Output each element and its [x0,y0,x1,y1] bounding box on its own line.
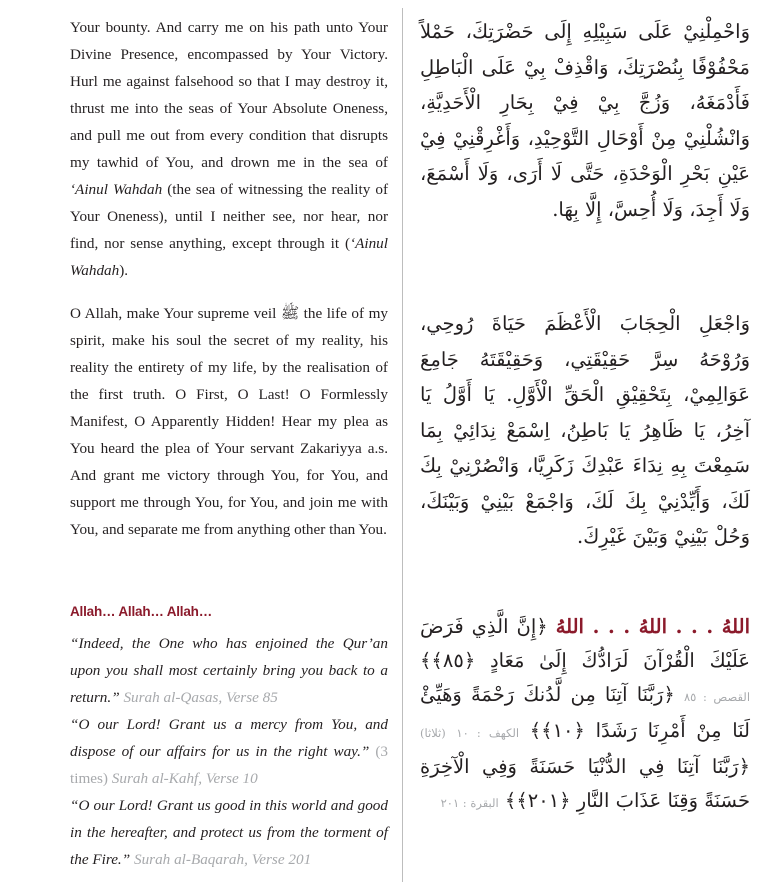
arabic-text: وَاحْمِلْنِيْ عَلَى سَبِيْلِهِ إِلَى حَضْرَتِكَ، حَمْلاً مَحْفُوْفًا بِنُصْرَتِكَ، وَاقْذِفْ بِيْ عَلَى الْبَاطِلِ فَأَدْمَغَهُ، وَزُجَّ بِيْ فِيْ بِحَارِ الْأَحَدِيَّةِ، وَانْشُلْنِيْ مِنْ أَوْحَالِ التَّوْحِيْدِ، وَأَغْرِقْنِيْ فِيْ عَيْنِ بَحْرِ الْوَحْدَةِ، حَتَّى لَا أَرَى، وَلَا أَسْمَعَ، وَلَا أَجِدَ، وَلَا أُحِسَّ، إِلَّا بِهَا. [420,20,750,221]
arabic-paragraph-2 [420,306,750,555]
arabic-paragraph-1 [420,14,750,227]
verse-text: “O our Lord! Grant us good in this world and good in the hereafter, and protect us from the torment of the Fire.” [70,797,388,868]
arabic-invocation: اللهُ . . . اللهُ . . . اللهُ [555,615,750,638]
verse-text: “O our Lord! Grant us a mercy from You, and dispose of our affairs for us in the right way.” [70,716,388,760]
invocation-heading: Allah… Allah… Allah… [70,604,213,619]
honorific-symbol: ﷺ [280,305,300,322]
english-paragraph-1 [70,14,388,284]
paragraph-text: (the sea of witnessing the reality of Your Oneness), until I neither see, nor hear, nor find, nor sense anything, except through it ( [70,181,389,252]
arabic-quran-verses [420,610,750,820]
term-ainul-wahdah: ‘Ainul Wahdah [70,181,163,198]
arabic-reference-2: الكهف : ١٠ [456,726,520,740]
arabic-text: وَاجْعَلِ الْحِجَابَ الْأَعْظَمَ حَيَاةَ رُوحِي، وَرُوْحَهُ سِرَّ حَقِيْقَتِي، وَحَقِيْقَتَهُ جَامِعَ عَوَالِمِيْ، بِتَحْقِيْقِ الْحَقِّ الْأَوَّلِ. يَا أَوَّلُ يَا آخِرُ، يَا ظَاهِرُ يَا بَاطِنُ، اِسْمَعْ نِدَائِيْ بِمَا سَمِعْتَ بِهِ نِدَاءَ عَبْدِكَ زَكَرِيَّا، وَانْصُرْنِيْ بِكَ لَكَ، وَأَيِّدْنِيْ بِكَ لَكَ، وَاجْمَعْ بَيْنِيْ وَبَيْنَكَ، وَحُلْ بَيْنِيْ وَبَيْنَ غَيْرِكَ. [420,312,750,548]
column-divider [402,8,403,882]
english-paragraph-2 [70,300,388,543]
paragraph-text: Your bounty. And carry me on his path unto Your Divine Presence, encompassed by Your Victory. Hurl me against falsehood so that I may destroy it, thrust me into the seas of Your Absolute Oneness, and pull me out from every condition that disrupts my tawhid of You, and drown me in the sea of [70,19,388,171]
verse-list [70,630,388,873]
paragraph-text: the life of my spirit, make his soul the secret of my reality, his reality the entirety of my life, by the realisation of the first truth. O First, O Last! O Formlessly Manifest, O Apparently Hidden! Hear my plea as You heard the plea of Your servant Zakariyya a.s. And grant me victory through You, for You, and support me through You, for You, and join me with You, and separate me from anything other than You. [70,305,388,538]
verse-3 [70,792,388,873]
arabic-reference-1: القصص : ٨٥ [684,690,751,704]
verse-1 [70,630,388,711]
verse-text: “Indeed, the One who has enjoined the Qur’an upon you shall most certainly bring you back to a return.” [70,635,388,706]
verse-reference: Surah al-Qasas, Verse 85 [123,689,278,706]
repeat-count: (3 times) [70,743,388,787]
quran-verse-3: ﴿رَبَّنَا آتِنَا فِي الدُّنْيَا حَسَنَةً وَفِي الْآخِرَةِ حَسَنَةً وَقِنَا عَذَابَ النَّارِ ﴿٢٠١﴾﴾ [420,755,750,812]
verse-reference: Surah al-Kahf, Verse 10 [111,770,258,787]
term-ainul-wahdah: ‘Ainul Wahdah [70,235,388,279]
paragraph-text: ). [119,262,129,279]
verse-reference: Surah al-Baqarah, Verse 201 [133,851,312,868]
arabic-reference-3: البقرة : ٢٠١ [440,796,499,810]
verse-2 [70,711,388,792]
arabic-repeat-count: (ثلاثا) [420,726,446,740]
quran-verse-1: ﴿إِنَّ الَّذِي فَرَضَ عَلَيْكَ الْقُرْآنَ لَرَادُّكَ إِلَىٰ مَعَادٍ ﴿٨٥﴾﴾ [420,615,750,672]
quran-verse-2: ﴿رَبَّنَا آتِنَا مِن لَّدُنكَ رَحْمَةً وَهَيِّئْ لَنَا مِنْ أَمْرِنَا رَشَدًا ﴿١٠﴾﴾ [420,683,750,742]
paragraph-text: O Allah, make Your supreme veil [70,305,281,322]
